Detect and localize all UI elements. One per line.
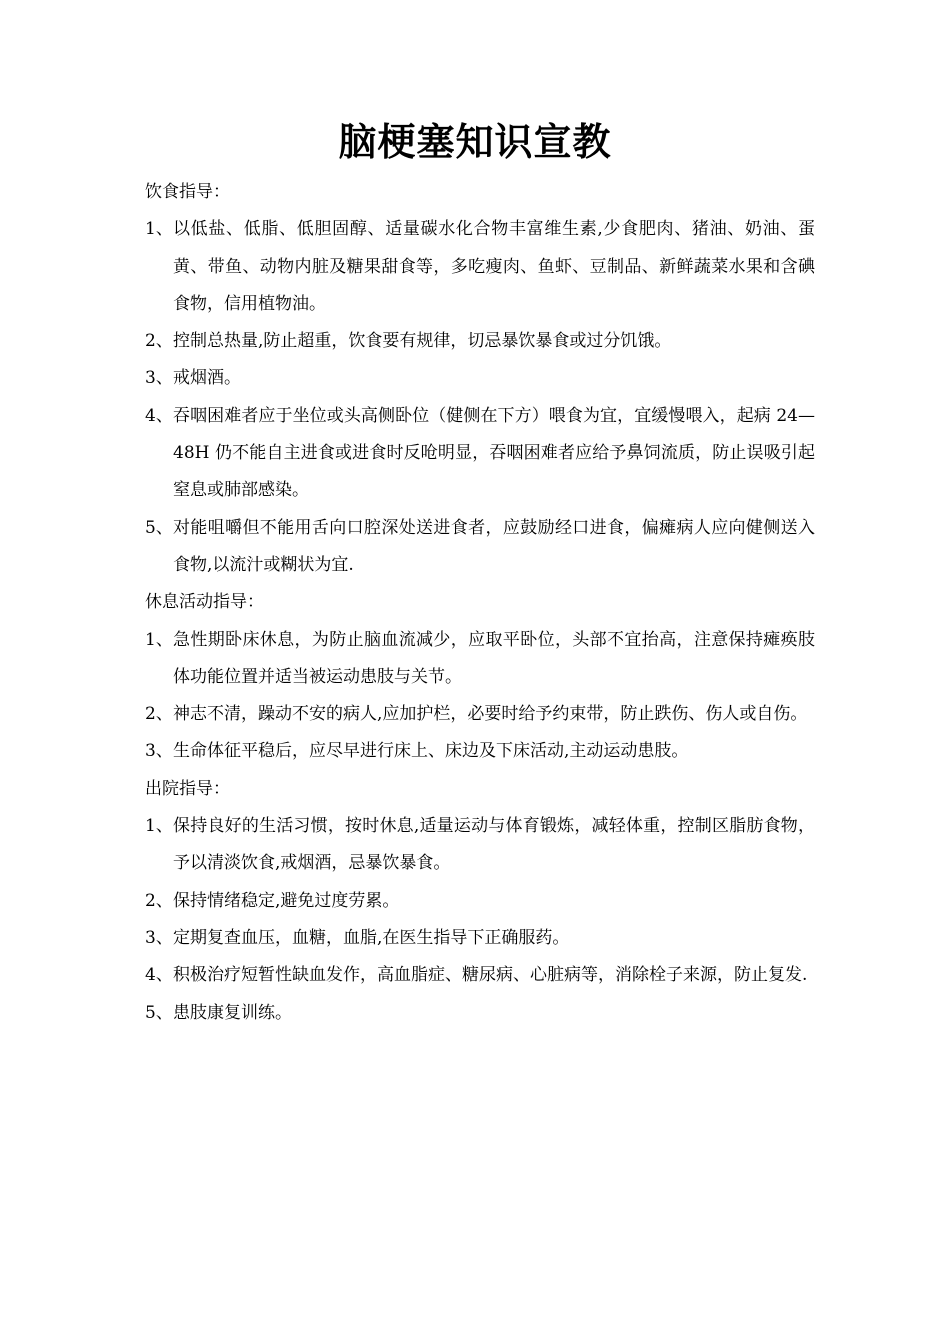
list-item: [145, 510, 815, 585]
item-number: 2、: [145, 704, 173, 725]
list-item: [145, 920, 815, 957]
item-number: 4、: [145, 965, 173, 986]
list-item: [145, 398, 815, 510]
item-text: 以低盐、低脂、低胆固醇、适量碳水化合物丰富维生素,少食肥肉、猪油、奶油、蛋黄、带鱼、动物内脏及糖果甜食等，多吃瘦肉、鱼虾、豆制品、新鲜蔬菜水果和含碘食物，信用植物油。: [173, 219, 815, 314]
item-text: 戒烟酒。: [173, 368, 241, 389]
list-item: [145, 696, 815, 733]
item-text: 定期复查血压，血糖，血脂,在医生指导下正确服药。: [173, 927, 570, 948]
document-body: [145, 174, 815, 1032]
list-item: [145, 733, 815, 770]
item-text: 控制总热量,防止超重，饮食要有规律，切忌暴饮暴食或过分饥饿。: [173, 331, 672, 352]
list-item: [145, 808, 815, 883]
item-number: 1、: [145, 816, 173, 837]
item-text: 患肢康复训练。: [173, 1002, 292, 1023]
item-number: 5、: [145, 517, 173, 538]
item-number: 4、: [145, 405, 173, 426]
item-number: 2、: [145, 890, 173, 911]
item-text: 对能咀嚼但不能用舌向口腔深处送进食者，应鼓励经口进食，偏瘫病人应向健侧送入食物,以流汁或糊状为宜.: [173, 517, 815, 575]
item-number: 2、: [145, 331, 173, 352]
list-item: [145, 995, 815, 1032]
item-number: 3、: [145, 927, 173, 948]
item-number: 3、: [145, 741, 173, 762]
item-text: 神志不清，躁动不安的病人,应加护栏，必要时给予约束带，防止跌伤、伤人或自伤。: [173, 704, 808, 725]
section-rest-activity: [145, 584, 815, 770]
section-discharge: [145, 771, 815, 1032]
item-text: 急性期卧床休息，为防止脑血流减少，应取平卧位，头部不宜抬高，注意保持瘫痪肢体功能位置并适当被运动患肢与关节。: [173, 629, 815, 687]
item-text: 积极治疗短暂性缺血发作，高血脂症、糖尿病、心脏病等，消除栓子来源，防止复发.: [173, 965, 808, 986]
item-number: 1、: [145, 629, 173, 650]
list-item: [145, 957, 815, 994]
page-title: 脑梗塞知识宣教: [338, 120, 612, 165]
list-item: [145, 211, 815, 323]
section-heading: 饮食指导：: [145, 182, 230, 202]
list-item: [145, 622, 815, 697]
item-text: 保持良好的生活习惯，按时休息,适量运动与体育锻炼，减轻体重，控制区脂肪食物，予以清淡饮食,戒烟酒，忌暴饮暴食。: [173, 816, 815, 874]
item-text: 生命体征平稳后，应尽早进行床上、床边及下床活动,主动运动患肢。: [173, 741, 689, 762]
list-item: [145, 883, 815, 920]
item-number: 3、: [145, 368, 173, 389]
section-heading: 出院指导：: [145, 778, 230, 799]
item-number: 5、: [145, 1002, 173, 1023]
section-heading: 休息活动指导：: [145, 592, 264, 613]
section-diet: [145, 174, 815, 584]
list-item: [145, 323, 815, 360]
list-item: [145, 360, 815, 397]
item-text: 吞咽困难者应于坐位或头高侧卧位（健侧在下方）喂食为宜，宜缓慢喂入，起病 24—48H 仍不能自主进食或进食时反呛明显，吞咽困难者应给予鼻饲流质，防止误吸引起窒息或肺部感染。: [173, 405, 815, 501]
item-number: 1、: [145, 219, 173, 240]
item-text: 保持情绪稳定,避免过度劳累。: [173, 890, 400, 911]
